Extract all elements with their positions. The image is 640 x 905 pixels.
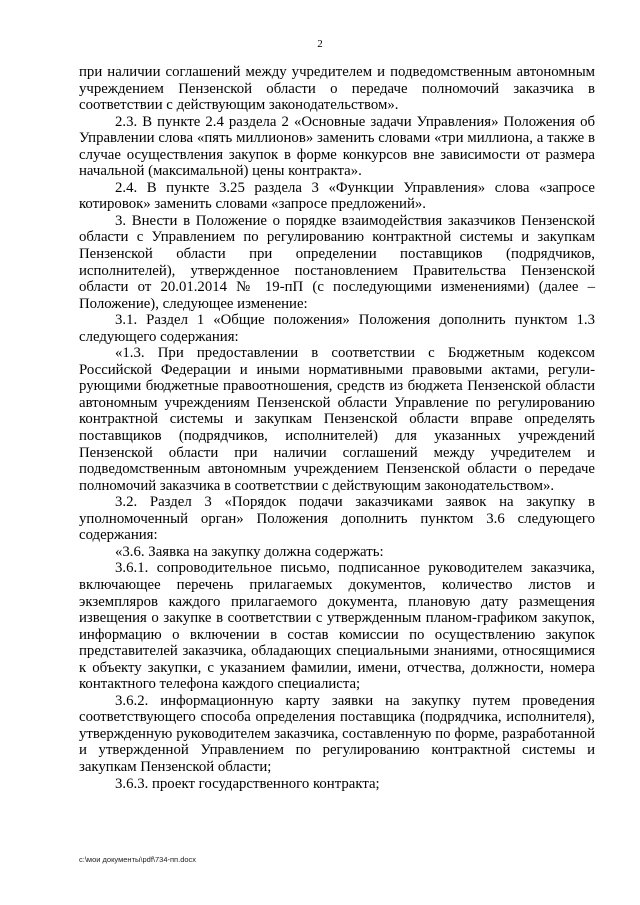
paragraph-3-6: «3.6. Заявка на закупку должна содержать: bbox=[115, 543, 384, 560]
paragraph-1-3-quote: «1.3. При предоставлении в соответствии с Бюджетным кодексом Российской Федерации и иными нормативными правовыми актами, регулирующими бюджетные правоотношения, средств из бюджета Пензенской области автономным учреждениям Пензенской области Управление по регулированию контрактной системы и закупкам Пензенской области вправе определять поставщиков (подрядчиков, исполнителей) для указанных учреждений Пензенской области при наличии соглашений между учредителем и подведомственным автономным учреждением Пензенской области о передаче полномочий заказчика в соответствии с действующим законодательством». bbox=[79, 345, 595, 494]
paragraph-3-1: 3.1. Раздел 1 «Общие положения» Положения дополнить пунктом 1.3 следующего содержания: bbox=[79, 312, 595, 345]
paragraph-3: 3. Внести в Положение о порядке взаимодействия заказчиков Пензенской области с Управлением по регулированию контрактной системы и закупкам Пензенской области при определении поставщиков (подрядчиков, исполнителей), утвержденное постановлением Правительства Пензенской области от 20.01.2014 № 19-пП (с последующими изменениями) (далее – Положение), следующее изменение: bbox=[79, 212, 595, 312]
document-body bbox=[79, 64, 595, 792]
paragraph-3-6-3: 3.6.3. проект государственного контракта; bbox=[115, 775, 380, 792]
paragraph-2-4: 2.4. В пункте 3.25 раздела 3 «Функции Управления» слова «запросе котировок» заменить словами «запросе предложений». bbox=[79, 179, 595, 213]
paragraph-continuation: при наличии соглашений между учредителем и подведомственным автономным учреждением Пензенской области о передаче полномочий заказчика в соответствии с действующим законодательством». bbox=[79, 64, 595, 114]
paragraph-2-3: 2.3. В пункте 2.4 раздела 2 «Основные задачи Управления» Положения об Управлении слова «пять миллионов» заменить словами «три миллиона, а также в случае осуществления закупок в форме конкурсов вне зависимости от размера начальной (максимальной) цены контракта». bbox=[79, 113, 595, 180]
paragraph-3-6-1: 3.6.1. сопроводительное письмо, подписанное руководителем заказчика, включающее перечень прилагаемых документов, количество листов и экземпляров каждого прилагаемого документа, плановую дату размещения извещения о закупке в соответствии с утвержденным планом-графиком закупок, информацию о включении в состав комиссии по осуществлению закупок представителей заказчика, обладающих специальными знаниями, относящимися к объекту закупки, с указанием фамилии, имени, отчества, должности, номера контактного телефона каждого специалиста; bbox=[79, 560, 595, 693]
footer-file-path: c:\мои документы\pdf\734-пп.docx bbox=[79, 855, 197, 864]
paragraph-3-6-2: 3.6.2. информационную карту заявки на закупку путем проведения соответствующего способа определения поставщика (подрядчика, исполнителя), утвержденную руководителем заказчика, составленную по форме, разработанной и утвержденной Управлением по регулированию контрактной системы и закупкам Пензенской области; bbox=[79, 692, 595, 775]
paragraph-3-2: 3.2. Раздел 3 «Порядок подачи заказчиками заявок на закупку в уполномоченный орган» Положения дополнить пунктом 3.6 следующего содержания: bbox=[79, 494, 595, 544]
page-number: 2 bbox=[317, 38, 323, 50]
